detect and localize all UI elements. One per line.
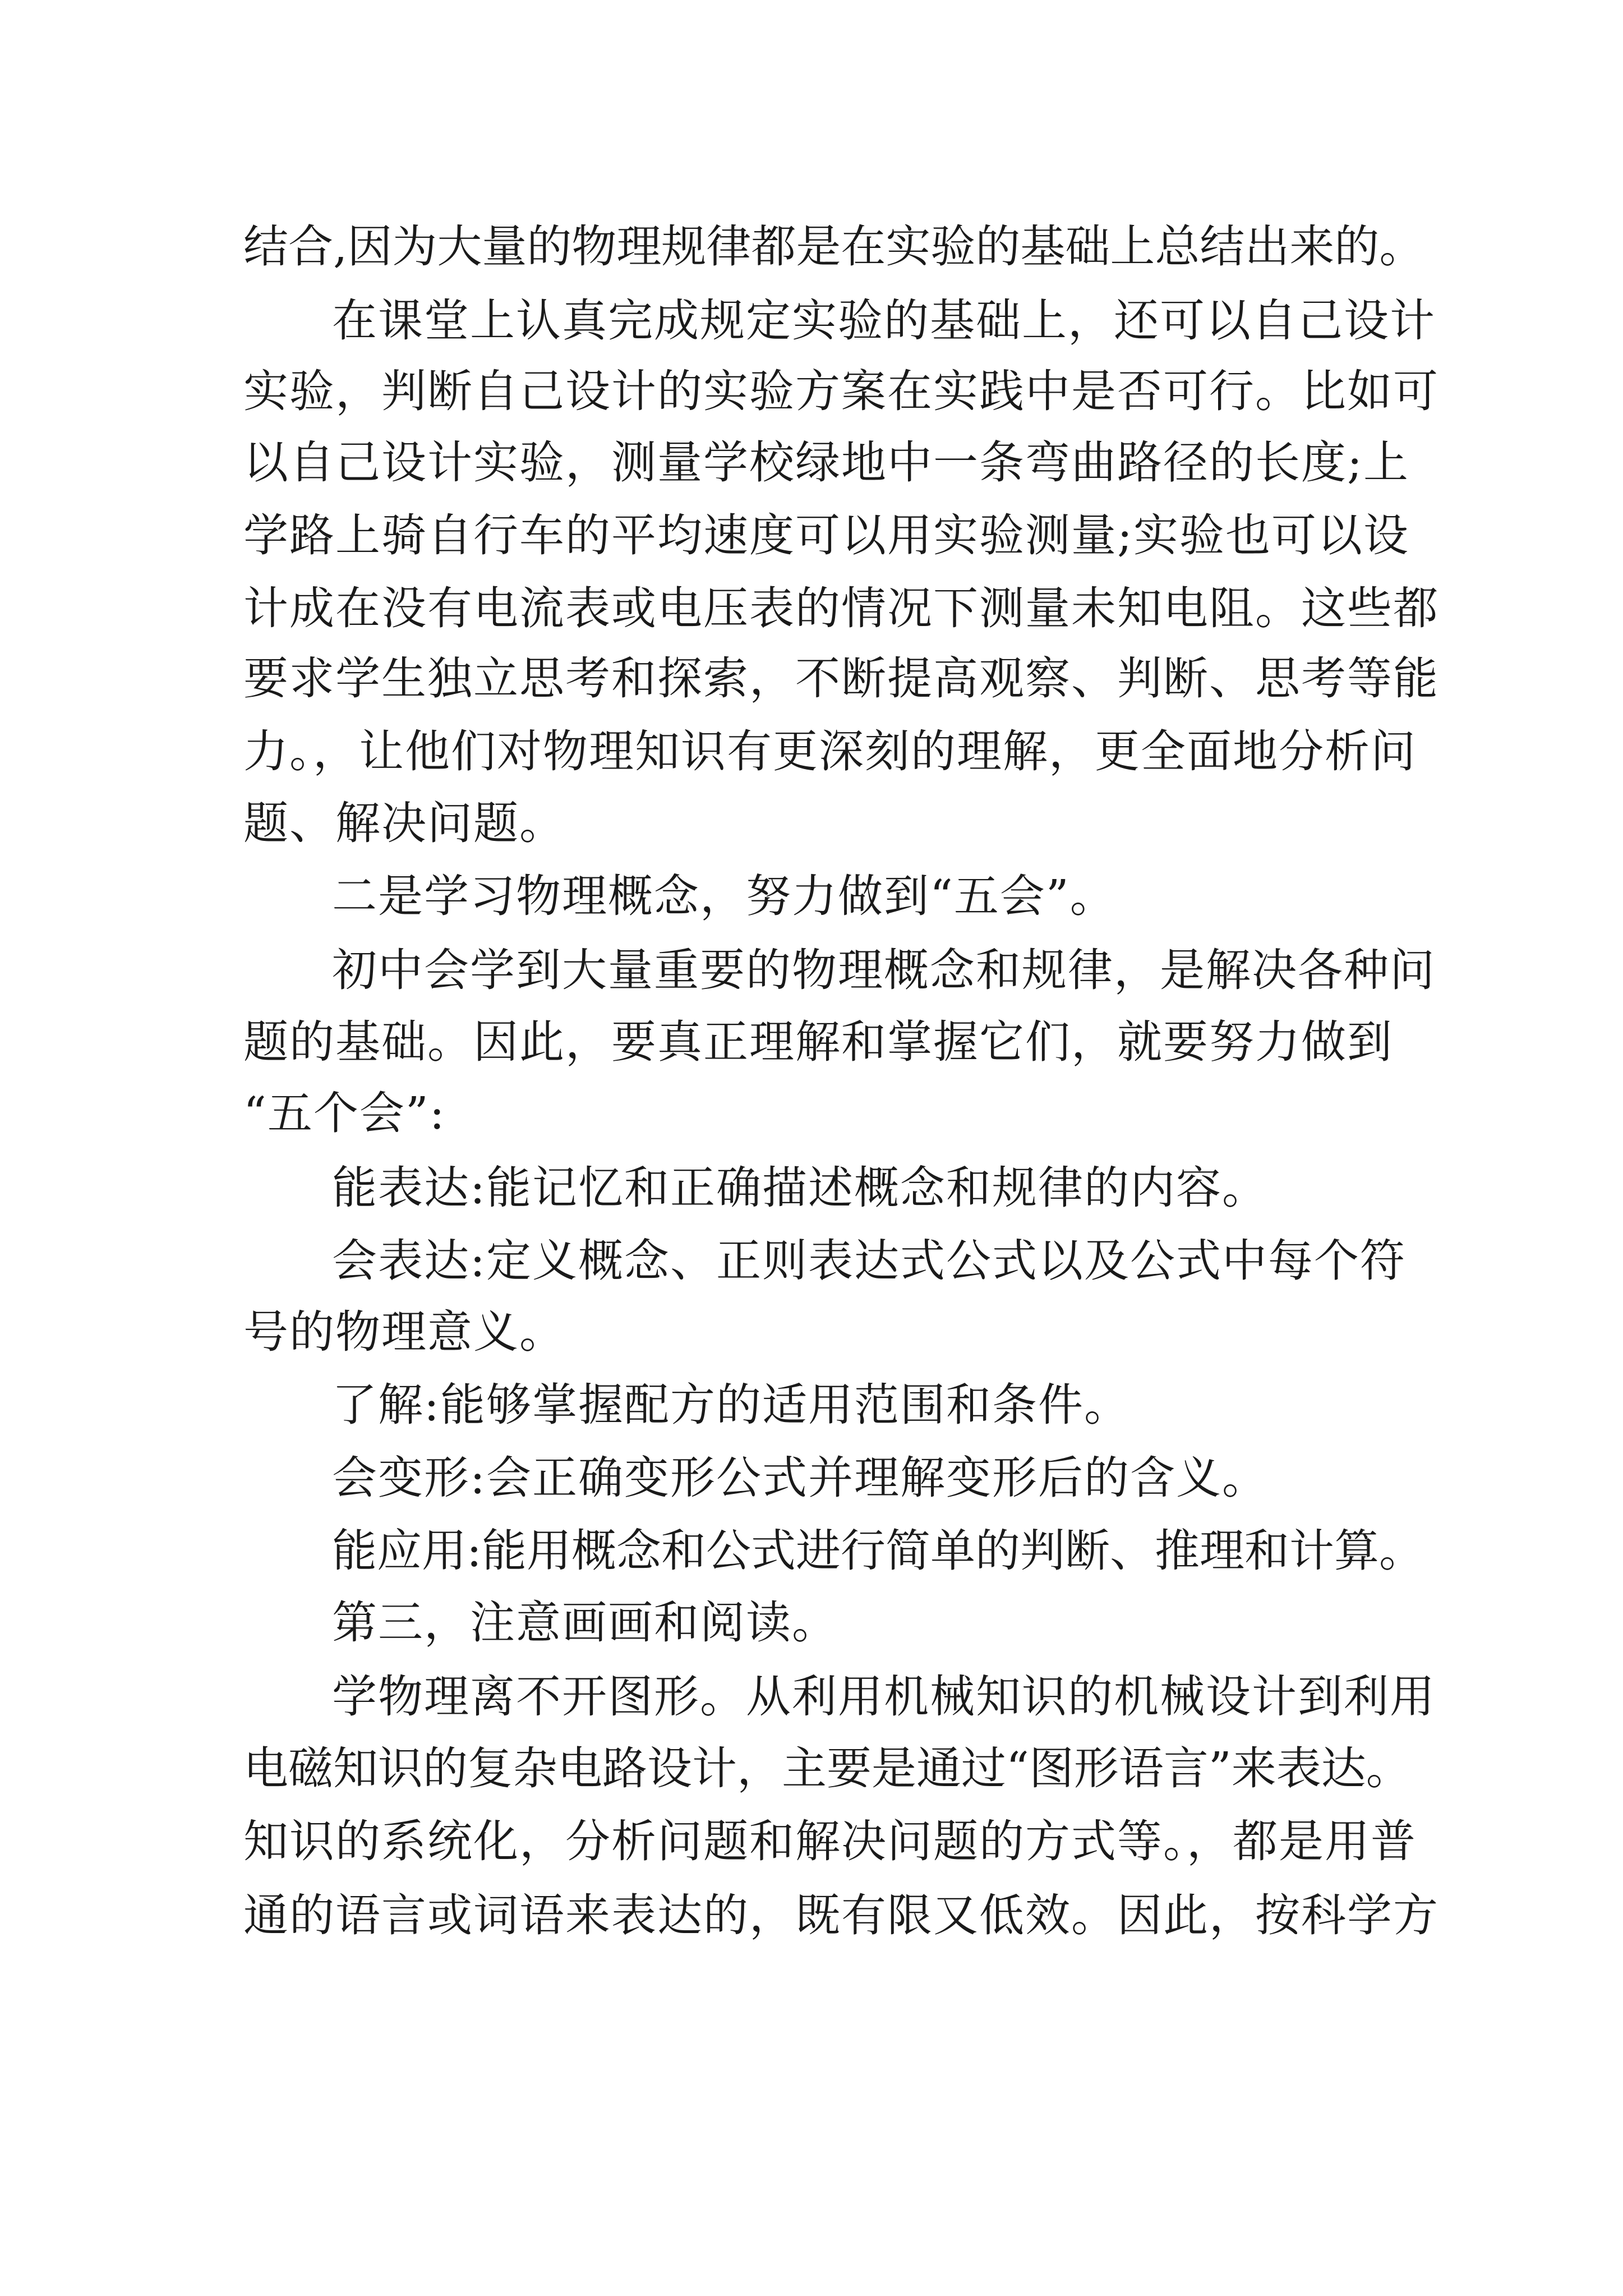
list-item: 能应用:能用概念和公式进行简单的判断、推理和计算。: [332, 1525, 1424, 1577]
text-line: 以自己设计实验，测量学校绿地中一条弯曲路径的长度;上: [243, 436, 1409, 489]
list-item: 能表达:能记忆和正确描述概念和规律的内容。: [332, 1162, 1268, 1214]
text-line: 题的基础。因此，要真正理解和掌握它们，就要努力做到: [243, 1016, 1393, 1068]
list-item: 会表达:定义概念、正则表达式公式以及公式中每个符: [332, 1235, 1406, 1287]
paragraph-first-line: 学物理离不开图形。从利用机械知识的机械设计到利用: [332, 1671, 1436, 1723]
text-line: 实验，判断自己设计的实验方案在实践中是否可行。比如可: [243, 365, 1439, 417]
section-heading: 第三，注意画画和阅读。: [332, 1596, 838, 1649]
text-line: “五个会”:: [243, 1087, 446, 1139]
paragraph-first-line: 初中会学到大量重要的物理概念和规律，是解决各种问: [332, 944, 1436, 996]
text-line: 题、解决问题。: [243, 797, 565, 849]
list-item: 了解:能够掌握配方的适用范围和条件。: [332, 1379, 1130, 1431]
text-line: 电磁知识的复杂电路设计，主要是通过“图形语言”来表达。: [243, 1742, 1411, 1795]
section-heading: 二是学习物理概念，努力做到“五会”。: [332, 870, 1116, 922]
text-line: 要求学生独立思考和探索，不断提高观察、判断、思考等能: [243, 652, 1439, 705]
text-line: 知识的系统化，分析问题和解决问题的方式等。，都是用普: [243, 1815, 1417, 1867]
text-line: 号的物理意义。: [243, 1306, 565, 1358]
text-line: 通的语言或词语来表达的，既有限又低效。因此，按科学方: [243, 1889, 1439, 1941]
text-line: 力。，让他们对物理知识有更深刻的理解，更全面地分析问: [243, 725, 1417, 777]
paragraph-first-line: 在课堂上认真完成规定实验的基础上，还可以自己设计: [332, 295, 1436, 347]
list-item: 会变形:会正确变形公式并理解变形后的含义。: [332, 1452, 1268, 1504]
text-line: 学路上骑自行车的平均速度可以用实验测量;实验也可以设: [243, 509, 1409, 562]
text-line: 计成在没有电流表或电压表的情况下测量未知电阻。这些都: [243, 582, 1439, 634]
text-line: 结合,因为大量的物理规律都是在实验的基础上总结出来的。: [243, 220, 1424, 273]
